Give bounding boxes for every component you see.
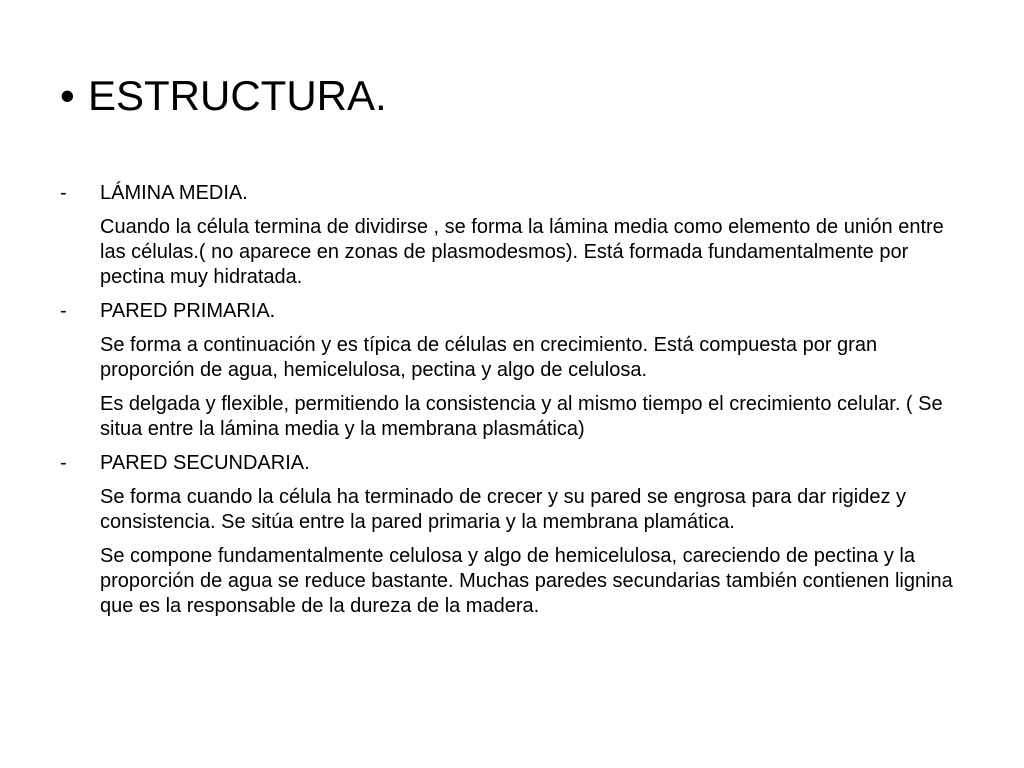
section-heading-text: LÁMINA MEDIA. [100, 182, 248, 204]
dash-marker: - [60, 182, 67, 204]
section-heading-text: PARED SECUNDARIA. [100, 452, 310, 474]
paragraph: Cuando la célula termina de dividirse , se forma la lámina media como elemento de unión entre las células.( no aparece en zonas de plasmodesmos). Está formada fundamentalmente por pectina muy hidratada. [100, 216, 944, 288]
section-heading-pared-secundaria [60, 451, 960, 476]
slide-content [60, 181, 960, 628]
section-heading-pared-primaria [60, 299, 960, 324]
dash-marker: - [60, 300, 67, 322]
paragraph: Es delgada y flexible, permitiendo la consistencia y al mismo tiempo el crecimiento celular. ( Se situa entre la lámina media y la membrana plasmática) [100, 393, 943, 440]
paragraph: Se forma cuando la célula ha terminado de crecer y su pared se engrosa para dar rigidez y consistencia. Se sitúa entre la pared primaria y la membrana plamática. [100, 486, 907, 533]
section-heading-lamina-media [60, 181, 960, 206]
slide-title [60, 70, 387, 122]
dash-marker: - [60, 452, 67, 474]
title-text: ESTRUCTURA. [88, 72, 387, 119]
title-bullet: • [60, 72, 75, 119]
paragraph: Se forma a continuación y es típica de células en crecimiento. Está compuesta por gran proporción de agua, hemicelulosa, pectina y algo de celulosa. [100, 334, 878, 381]
section-heading-text: PARED PRIMARIA. [100, 300, 276, 322]
paragraph: Se compone fundamentalmente celulosa y algo de hemicelulosa, careciendo de pectina y la proporción de agua se reduce bastante. Muchas paredes secundarias también contienen lignina que es la responsable de la dureza de la madera. [100, 545, 953, 617]
